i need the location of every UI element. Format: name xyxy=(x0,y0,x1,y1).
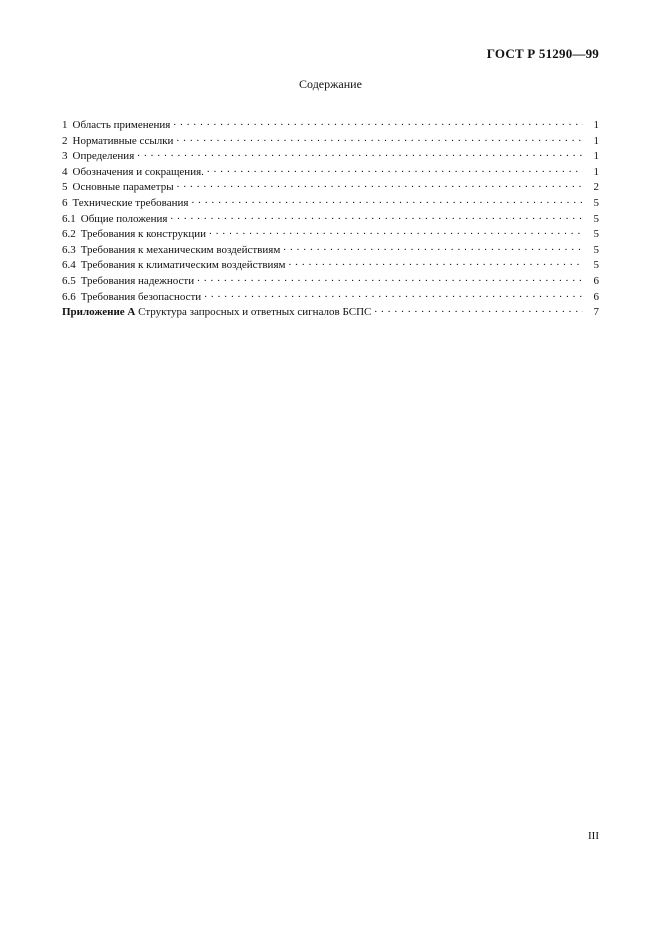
toc-dot-leader xyxy=(207,163,583,175)
toc-dot-leader xyxy=(288,256,583,268)
toc-entry[interactable] xyxy=(62,272,599,288)
toc-entry-number: 6.4 xyxy=(62,259,76,272)
toc-dot-leader xyxy=(209,225,583,237)
page-number: III xyxy=(588,830,599,842)
toc-entry[interactable] xyxy=(62,225,599,241)
toc-entry-label: Требования к механическим воздействиям xyxy=(80,243,281,256)
toc-entry-page: 5 xyxy=(593,259,599,272)
toc-entry[interactable] xyxy=(62,256,599,272)
toc-entry-number: 6.2 xyxy=(62,228,76,241)
toc-entry-label: Требования надежности xyxy=(80,274,195,287)
toc-entry-label: Нормативные ссылки xyxy=(72,134,174,147)
toc-entry-page: 6 xyxy=(593,290,599,303)
toc-entry-number: 1 xyxy=(62,119,68,131)
toc-entry-number: 6 xyxy=(62,196,68,209)
toc-entry-number: 3 xyxy=(62,150,68,163)
toc-entry-label: Обозначения и сокращения. xyxy=(72,165,204,178)
toc-entry-label: Требования к климатическим воздействиям xyxy=(80,259,286,272)
toc-dot-leader xyxy=(197,272,583,284)
toc-entry-page: 1 xyxy=(593,165,599,178)
toc-entry[interactable] xyxy=(62,241,599,257)
toc-entry-label: Общие положения xyxy=(80,212,168,225)
toc-appendix-head: Приложение А xyxy=(62,306,136,319)
toc-dot-leader xyxy=(374,303,583,315)
toc-entry-label: Требования безопасности xyxy=(80,290,202,303)
toc-entry-page: 6 xyxy=(593,274,599,287)
toc-dot-leader xyxy=(173,116,583,128)
toc-entry-page: 5 xyxy=(593,212,599,225)
toc-entry-label: Определения xyxy=(72,150,135,163)
document-code: ГОСТ Р 51290—99 xyxy=(486,46,599,61)
toc-entry-page: 1 xyxy=(593,150,599,163)
toc-entry-number: 6.6 xyxy=(62,290,76,303)
toc-entry-number: 4 xyxy=(62,165,68,178)
toc-entry[interactable] xyxy=(62,288,599,304)
toc-dot-leader xyxy=(191,194,583,206)
toc-entry-page: 5 xyxy=(593,196,599,209)
toc-entry[interactable] xyxy=(62,147,599,163)
toc-entry-page: 5 xyxy=(593,228,599,241)
toc-entry[interactable] xyxy=(62,132,599,148)
toc-dot-leader xyxy=(177,178,583,190)
toc-appendix-entry[interactable] xyxy=(62,303,599,319)
toc-dot-leader xyxy=(283,241,583,253)
toc-dot-leader xyxy=(204,288,583,300)
toc-dot-leader xyxy=(170,210,583,222)
toc-appendix-title: Структура запросных и ответных сигналов БСПС xyxy=(138,306,372,319)
toc-entry-number: 6.3 xyxy=(62,243,76,256)
toc-entry-label: Область применения xyxy=(72,119,171,131)
toc-entry[interactable] xyxy=(62,163,599,179)
toc-entry-label: Требования к конструкции xyxy=(80,228,206,241)
toc-entry-page: 2 xyxy=(593,181,599,194)
toc-entry-label: Технические требования xyxy=(72,196,189,209)
toc-appendix-label xyxy=(62,306,371,318)
toc-entry-label: Основные параметры xyxy=(72,181,174,194)
toc-entry[interactable] xyxy=(62,194,599,210)
toc-entry-page: 1 xyxy=(593,134,599,147)
toc-dot-leader xyxy=(176,132,583,144)
toc-entry-number: 6.5 xyxy=(62,274,76,287)
toc-entry[interactable] xyxy=(62,116,599,132)
toc-entry-number: 2 xyxy=(62,134,68,147)
toc-dot-leader xyxy=(137,147,583,159)
toc-entry[interactable] xyxy=(62,210,599,226)
toc-entry-page: 1 xyxy=(593,119,599,131)
toc-entry-page: 5 xyxy=(593,243,599,256)
toc-entry[interactable] xyxy=(62,178,599,194)
toc-entry-number: 5 xyxy=(62,181,68,194)
toc-entry-number: 6.1 xyxy=(62,212,76,225)
table-of-contents xyxy=(62,116,599,319)
toc-title: Содержание xyxy=(299,77,362,91)
toc-entry-page: 7 xyxy=(593,306,599,319)
